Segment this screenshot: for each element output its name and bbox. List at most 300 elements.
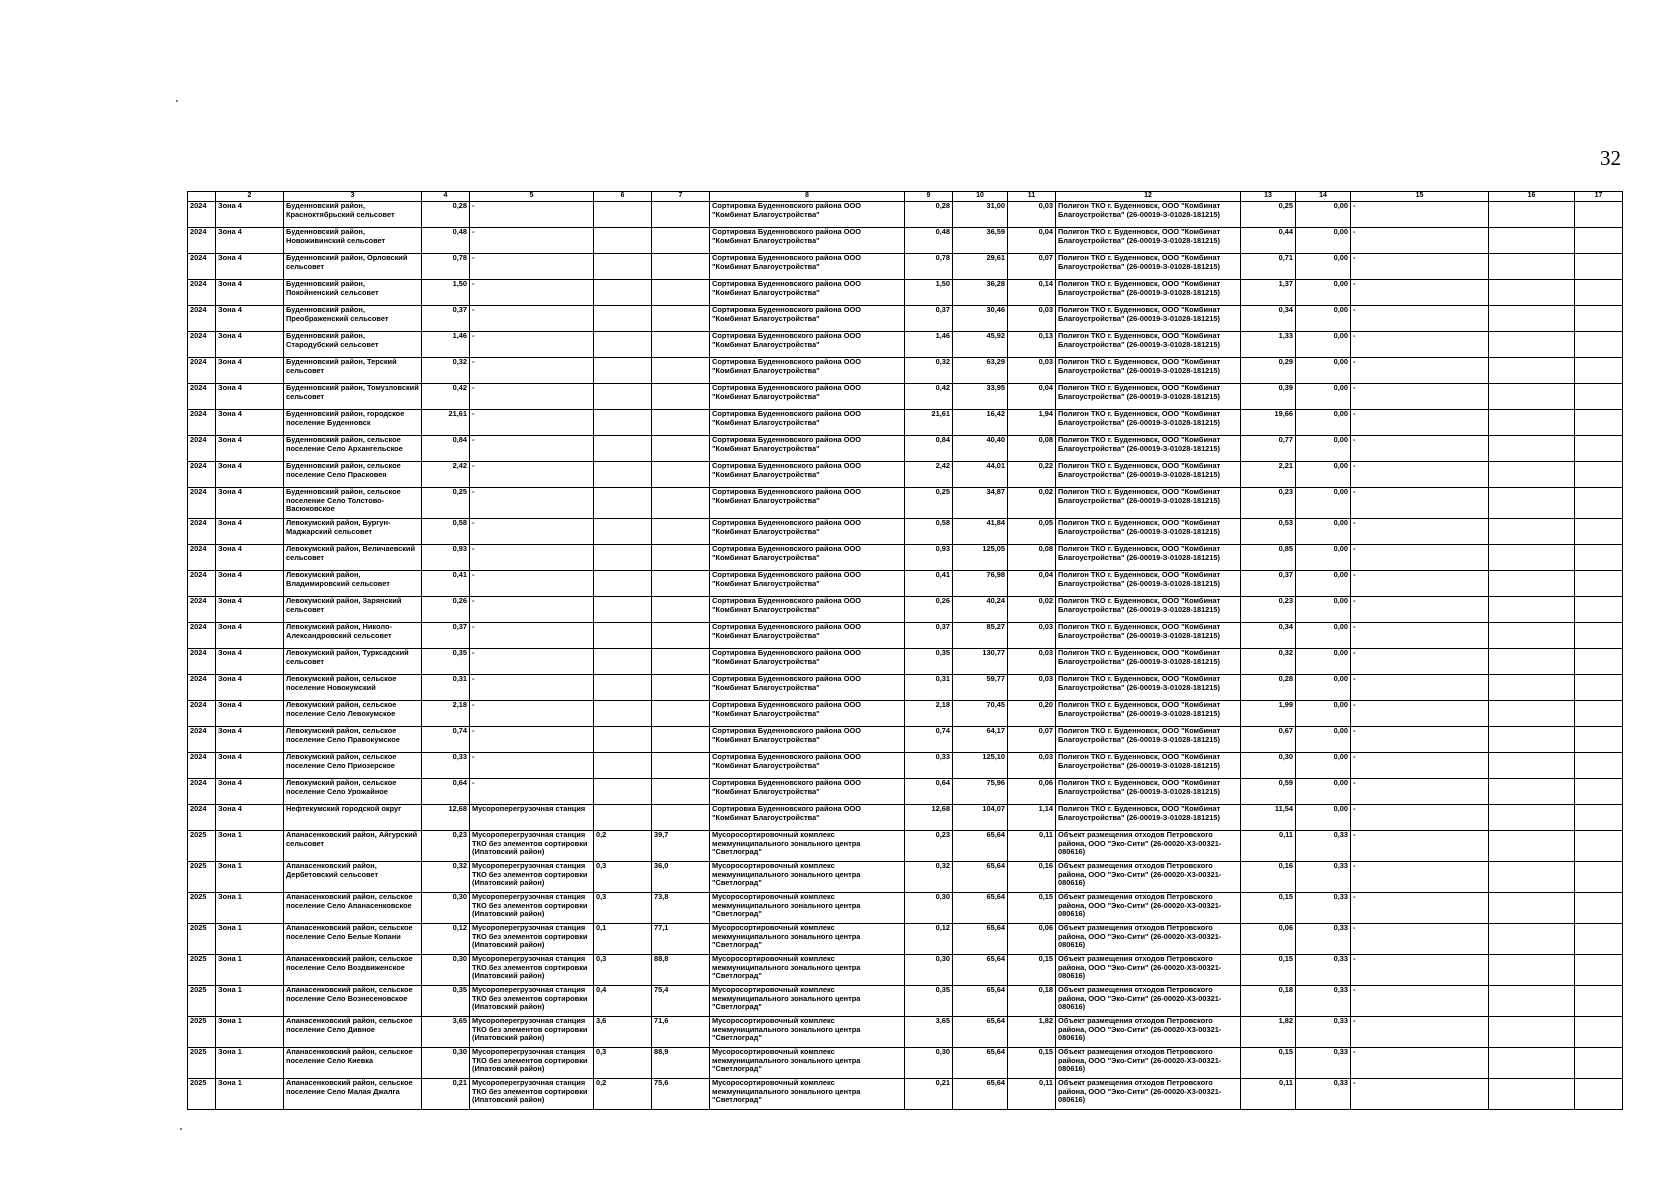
cell-col-15: - xyxy=(1351,893,1489,924)
cell-col-1: 2024 xyxy=(188,753,216,779)
cell-col-4: 0,37 xyxy=(422,306,470,332)
cell-col-13: 0,59 xyxy=(1241,779,1296,805)
cell-col-16 xyxy=(1489,488,1575,519)
cell-col-1: 2024 xyxy=(188,332,216,358)
cell-col-1: 2024 xyxy=(188,228,216,254)
cell-col-3: Нефтекумский городской округ xyxy=(284,805,422,831)
cell-col-16 xyxy=(1489,462,1575,488)
cell-col-10: 125,10 xyxy=(953,753,1008,779)
table-row xyxy=(188,597,1623,623)
cell-col-5: Мусороперегрузочная станция ТКО без элементов сортировки (Ипатовский район) xyxy=(470,831,594,862)
cell-col-2: Зона 4 xyxy=(216,519,284,545)
cell-col-9: 0,32 xyxy=(905,358,953,384)
table-row xyxy=(188,254,1623,280)
cell-col-17 xyxy=(1575,701,1623,727)
cell-col-1: 2024 xyxy=(188,805,216,831)
cell-col-11: 0,03 xyxy=(1008,675,1056,701)
cell-col-8: Мусоросортировочный комплекс межмуниципального зонального центра "Светлоград" xyxy=(710,1048,905,1079)
table-row xyxy=(188,779,1623,805)
cell-col-10: 30,46 xyxy=(953,306,1008,332)
cell-col-3: Апанасенковский район, сельское поселение Село Малая Джалга xyxy=(284,1079,422,1110)
cell-col-15: - xyxy=(1351,1048,1489,1079)
cell-col-12: Полигон ТКО г. Буденновск, ООО "Комбинат Благоустройства" (26-00019-З-01028-181215) xyxy=(1056,727,1241,753)
cell-col-16 xyxy=(1489,597,1575,623)
cell-col-6: 0,2 xyxy=(594,831,652,862)
cell-col-12: Полигон ТКО г. Буденновск, ООО "Комбинат Благоустройства" (26-00019-З-01028-181215) xyxy=(1056,675,1241,701)
cell-col-2: Зона 1 xyxy=(216,862,284,893)
cell-col-7 xyxy=(652,545,710,571)
cell-col-5: - xyxy=(470,306,594,332)
cell-col-4: 3,65 xyxy=(422,1017,470,1048)
cell-col-3: Буденновский район, городское поселение Буденновск xyxy=(284,410,422,436)
cell-col-9: 0,28 xyxy=(905,202,953,228)
cell-col-12: Полигон ТКО г. Буденновск, ООО "Комбинат Благоустройства" (26-00019-З-01028-181215) xyxy=(1056,306,1241,332)
cell-col-8: Мусоросортировочный комплекс межмуниципального зонального центра "Светлоград" xyxy=(710,831,905,862)
cell-col-17 xyxy=(1575,488,1623,519)
cell-col-3: Буденновский район, Томузловский сельсовет xyxy=(284,384,422,410)
cell-col-6 xyxy=(594,488,652,519)
cell-col-4: 0,28 xyxy=(422,202,470,228)
cell-col-10: 41,84 xyxy=(953,519,1008,545)
cell-col-14: 0,00 xyxy=(1296,545,1351,571)
cell-col-9: 0,58 xyxy=(905,519,953,545)
cell-col-16 xyxy=(1489,701,1575,727)
cell-col-5: - xyxy=(470,675,594,701)
cell-col-5: - xyxy=(470,436,594,462)
cell-col-6 xyxy=(594,384,652,410)
cell-col-3: Буденновский район, сельское поселение Село Архангельское xyxy=(284,436,422,462)
cell-col-15: - xyxy=(1351,384,1489,410)
cell-col-3: Апанасенковский район, Дербетовский сельсовет xyxy=(284,862,422,893)
cell-col-11: 1,82 xyxy=(1008,1017,1056,1048)
cell-col-16 xyxy=(1489,986,1575,1017)
cell-col-5: - xyxy=(470,202,594,228)
cell-col-8: Сортировка Буденновского района ООО "Комбинат Благоустройства" xyxy=(710,727,905,753)
cell-col-5: - xyxy=(470,280,594,306)
cell-col-6 xyxy=(594,571,652,597)
cell-col-17 xyxy=(1575,675,1623,701)
cell-col-4: 0,30 xyxy=(422,893,470,924)
cell-col-12: Полигон ТКО г. Буденновск, ООО "Комбинат Благоустройства" (26-00019-З-01028-181215) xyxy=(1056,332,1241,358)
cell-col-15: - xyxy=(1351,519,1489,545)
cell-col-14: 0,33 xyxy=(1296,831,1351,862)
table-row xyxy=(188,332,1623,358)
cell-col-2: Зона 4 xyxy=(216,571,284,597)
cell-col-7: 36,0 xyxy=(652,862,710,893)
cell-col-7: 88,8 xyxy=(652,955,710,986)
cell-col-2: Зона 4 xyxy=(216,545,284,571)
cell-col-3: Апанасенковский район, сельское поселение Село Апанасенковское xyxy=(284,893,422,924)
cell-col-1: 2024 xyxy=(188,462,216,488)
cell-col-11: 0,08 xyxy=(1008,545,1056,571)
cell-col-17 xyxy=(1575,924,1623,955)
cell-col-6 xyxy=(594,623,652,649)
cell-col-6 xyxy=(594,519,652,545)
cell-col-13: 0,29 xyxy=(1241,358,1296,384)
cell-col-15: - xyxy=(1351,831,1489,862)
cell-col-1: 2025 xyxy=(188,831,216,862)
cell-col-10: 36,59 xyxy=(953,228,1008,254)
cell-col-8: Сортировка Буденновского района ООО "Комбинат Благоустройства" xyxy=(710,597,905,623)
cell-col-7 xyxy=(652,701,710,727)
cell-col-7 xyxy=(652,805,710,831)
cell-col-2: Зона 4 xyxy=(216,332,284,358)
cell-col-11: 0,11 xyxy=(1008,831,1056,862)
cell-col-11: 0,20 xyxy=(1008,701,1056,727)
cell-col-17 xyxy=(1575,1017,1623,1048)
cell-col-2: Зона 1 xyxy=(216,1048,284,1079)
cell-col-8: Мусоросортировочный комплекс межмуниципального зонального центра "Светлоград" xyxy=(710,955,905,986)
cell-col-2: Зона 4 xyxy=(216,410,284,436)
cell-col-11: 0,15 xyxy=(1008,955,1056,986)
cell-col-13: 1,37 xyxy=(1241,280,1296,306)
cell-col-12: Полигон ТКО г. Буденновск, ООО "Комбинат Благоустройства" (26-00019-З-01028-181215) xyxy=(1056,805,1241,831)
cell-col-1: 2025 xyxy=(188,1079,216,1110)
cell-col-9: 0,78 xyxy=(905,254,953,280)
cell-col-4: 0,30 xyxy=(422,1048,470,1079)
cell-col-14: 0,33 xyxy=(1296,862,1351,893)
cell-col-17 xyxy=(1575,1048,1623,1079)
cell-col-14: 0,00 xyxy=(1296,649,1351,675)
cell-col-3: Буденновский район, сельское поселение Село Прасковея xyxy=(284,462,422,488)
cell-col-14: 0,00 xyxy=(1296,228,1351,254)
cell-col-2: Зона 4 xyxy=(216,254,284,280)
cell-col-1: 2025 xyxy=(188,1017,216,1048)
cell-col-4: 0,84 xyxy=(422,436,470,462)
cell-col-10: 45,92 xyxy=(953,332,1008,358)
cell-col-12: Полигон ТКО г. Буденновск, ООО "Комбинат Благоустройства" (26-00019-З-01028-181215) xyxy=(1056,701,1241,727)
table-body xyxy=(188,202,1623,1110)
cell-col-9: 0,30 xyxy=(905,1048,953,1079)
cell-col-6 xyxy=(594,779,652,805)
cell-col-6 xyxy=(594,675,652,701)
cell-col-14: 0,00 xyxy=(1296,358,1351,384)
cell-col-11: 0,16 xyxy=(1008,862,1056,893)
cell-col-11: 0,04 xyxy=(1008,571,1056,597)
cell-col-1: 2025 xyxy=(188,1048,216,1079)
cell-col-16 xyxy=(1489,831,1575,862)
cell-col-2: Зона 1 xyxy=(216,986,284,1017)
cell-col-10: 65,64 xyxy=(953,955,1008,986)
cell-col-15: - xyxy=(1351,202,1489,228)
cell-col-7 xyxy=(652,753,710,779)
cell-col-6 xyxy=(594,280,652,306)
cell-col-9: 0,23 xyxy=(905,831,953,862)
cell-col-8: Сортировка Буденновского района ООО "Комбинат Благоустройства" xyxy=(710,436,905,462)
cell-col-15: - xyxy=(1351,306,1489,332)
cell-col-10: 65,64 xyxy=(953,986,1008,1017)
table-row xyxy=(188,519,1623,545)
cell-col-5: - xyxy=(470,384,594,410)
cell-col-1: 2024 xyxy=(188,488,216,519)
table-row xyxy=(188,753,1623,779)
cell-col-7 xyxy=(652,436,710,462)
table-row xyxy=(188,488,1623,519)
cell-col-1: 2024 xyxy=(188,571,216,597)
cell-col-16 xyxy=(1489,1048,1575,1079)
cell-col-15: - xyxy=(1351,701,1489,727)
cell-col-17 xyxy=(1575,1079,1623,1110)
cell-col-4: 0,48 xyxy=(422,228,470,254)
cell-col-3: Апанасенковский район, Айгурский сельсовет xyxy=(284,831,422,862)
cell-col-7: 88,9 xyxy=(652,1048,710,1079)
cell-col-12: Объект размещения отходов Петровского района, ООО "Эко-Сити" (26-00020-Х3-00321-080616) xyxy=(1056,1017,1241,1048)
cell-col-13: 0,15 xyxy=(1241,955,1296,986)
cell-col-16 xyxy=(1489,955,1575,986)
cell-col-15: - xyxy=(1351,462,1489,488)
cell-col-13: 0,34 xyxy=(1241,623,1296,649)
cell-col-6: 0,1 xyxy=(594,924,652,955)
cell-col-14: 0,00 xyxy=(1296,597,1351,623)
cell-col-10: 65,64 xyxy=(953,1017,1008,1048)
cell-col-4: 0,78 xyxy=(422,254,470,280)
cell-col-10: 65,64 xyxy=(953,1048,1008,1079)
cell-col-9: 0,42 xyxy=(905,384,953,410)
cell-col-13: 0,77 xyxy=(1241,436,1296,462)
cell-col-3: Левокумский район, Николо-Александровский сельсовет xyxy=(284,623,422,649)
cell-col-13: 0,15 xyxy=(1241,893,1296,924)
column-number-8: 8 xyxy=(710,192,905,202)
cell-col-1: 2024 xyxy=(188,358,216,384)
cell-col-1: 2024 xyxy=(188,675,216,701)
cell-col-8: Мусоросортировочный комплекс межмуниципального зонального центра "Светлоград" xyxy=(710,1017,905,1048)
cell-col-17 xyxy=(1575,893,1623,924)
cell-col-4: 0,93 xyxy=(422,545,470,571)
cell-col-4: 0,21 xyxy=(422,1079,470,1110)
cell-col-2: Зона 4 xyxy=(216,384,284,410)
cell-col-6 xyxy=(594,649,652,675)
cell-col-2: Зона 4 xyxy=(216,597,284,623)
data-table xyxy=(187,191,1623,1110)
cell-col-3: Левокумский район, сельское поселение Новокумский xyxy=(284,675,422,701)
cell-col-14: 0,00 xyxy=(1296,306,1351,332)
cell-col-15: - xyxy=(1351,545,1489,571)
cell-col-5: - xyxy=(470,332,594,358)
cell-col-13: 0,16 xyxy=(1241,862,1296,893)
cell-col-13: 0,11 xyxy=(1241,831,1296,862)
cell-col-3: Апанасенковский район, сельское поселение Село Киевка xyxy=(284,1048,422,1079)
cell-col-7 xyxy=(652,358,710,384)
cell-col-11: 1,94 xyxy=(1008,410,1056,436)
cell-col-7 xyxy=(652,675,710,701)
cell-col-8: Сортировка Буденновского района ООО "Комбинат Благоустройства" xyxy=(710,462,905,488)
cell-col-9: 21,61 xyxy=(905,410,953,436)
cell-col-16 xyxy=(1489,862,1575,893)
cell-col-13: 2,21 xyxy=(1241,462,1296,488)
cell-col-16 xyxy=(1489,306,1575,332)
cell-col-10: 130,77 xyxy=(953,649,1008,675)
cell-col-12: Полигон ТКО г. Буденновск, ООО "Комбинат Благоустройства" (26-00019-З-01028-181215) xyxy=(1056,280,1241,306)
cell-col-15: - xyxy=(1351,332,1489,358)
cell-col-9: 2,42 xyxy=(905,462,953,488)
cell-col-3: Буденновский район, Преображенский сельсовет xyxy=(284,306,422,332)
cell-col-8: Сортировка Буденновского района ООО "Комбинат Благоустройства" xyxy=(710,675,905,701)
table-row xyxy=(188,727,1623,753)
cell-col-11: 0,07 xyxy=(1008,727,1056,753)
cell-col-14: 0,00 xyxy=(1296,436,1351,462)
cell-col-12: Полигон ТКО г. Буденновск, ООО "Комбинат Благоустройства" (26-00019-З-01028-181215) xyxy=(1056,779,1241,805)
cell-col-4: 0,26 xyxy=(422,597,470,623)
cell-col-16 xyxy=(1489,924,1575,955)
cell-col-4: 0,32 xyxy=(422,358,470,384)
cell-col-4: 0,12 xyxy=(422,924,470,955)
cell-col-6 xyxy=(594,462,652,488)
cell-col-14: 0,00 xyxy=(1296,519,1351,545)
cell-col-5: Мусороперегрузочная станция ТКО без элементов сортировки (Ипатовский район) xyxy=(470,924,594,955)
cell-col-1: 2024 xyxy=(188,410,216,436)
cell-col-3: Апанасенковский район, сельское поселение Село Воздвиженское xyxy=(284,955,422,986)
cell-col-13: 0,28 xyxy=(1241,675,1296,701)
table-row xyxy=(188,862,1623,893)
cell-col-3: Левокумский район, Зарянский сельсовет xyxy=(284,597,422,623)
cell-col-7 xyxy=(652,306,710,332)
cell-col-13: 1,99 xyxy=(1241,701,1296,727)
table-row xyxy=(188,955,1623,986)
cell-col-17 xyxy=(1575,202,1623,228)
cell-col-15: - xyxy=(1351,862,1489,893)
cell-col-12: Полигон ТКО г. Буденновск, ООО "Комбинат Благоустройства" (26-00019-З-01028-181215) xyxy=(1056,649,1241,675)
cell-col-12: Полигон ТКО г. Буденновск, ООО "Комбинат Благоустройства" (26-00019-З-01028-181215) xyxy=(1056,571,1241,597)
cell-col-8: Сортировка Буденновского района ООО "Комбинат Благоустройства" xyxy=(710,228,905,254)
cell-col-15: - xyxy=(1351,228,1489,254)
cell-col-10: 104,07 xyxy=(953,805,1008,831)
cell-col-5: - xyxy=(470,753,594,779)
cell-col-3: Левокумский район, сельское поселение Село Урожайное xyxy=(284,779,422,805)
cell-col-3: Апанасенковский район, сельское поселение Село Вознесеновское xyxy=(284,986,422,1017)
column-number-13: 13 xyxy=(1241,192,1296,202)
table-row xyxy=(188,649,1623,675)
table-row xyxy=(188,462,1623,488)
cell-col-10: 33,95 xyxy=(953,384,1008,410)
cell-col-16 xyxy=(1489,753,1575,779)
cell-col-12: Объект размещения отходов Петровского района, ООО "Эко-Сити" (26-00020-Х3-00321-080616) xyxy=(1056,831,1241,862)
cell-col-5: Мусороперегрузочная станция ТКО без элементов сортировки (Ипатовский район) xyxy=(470,955,594,986)
cell-col-10: 65,64 xyxy=(953,893,1008,924)
cell-col-6 xyxy=(594,805,652,831)
table-row xyxy=(188,986,1623,1017)
cell-col-6 xyxy=(594,358,652,384)
cell-col-6: 0,3 xyxy=(594,862,652,893)
column-number-10: 10 xyxy=(953,192,1008,202)
cell-col-14: 0,00 xyxy=(1296,410,1351,436)
cell-col-2: Зона 1 xyxy=(216,893,284,924)
cell-col-16 xyxy=(1489,545,1575,571)
cell-col-5: - xyxy=(470,779,594,805)
table-row xyxy=(188,384,1623,410)
cell-col-14: 0,33 xyxy=(1296,1017,1351,1048)
cell-col-7 xyxy=(652,519,710,545)
cell-col-5: - xyxy=(470,462,594,488)
cell-col-12: Объект размещения отходов Петровского района, ООО "Эко-Сити" (26-00020-Х3-00321-080616) xyxy=(1056,862,1241,893)
cell-col-9: 0,74 xyxy=(905,727,953,753)
cell-col-13: 0,53 xyxy=(1241,519,1296,545)
cell-col-11: 0,18 xyxy=(1008,986,1056,1017)
cell-col-16 xyxy=(1489,675,1575,701)
column-number-3: 3 xyxy=(284,192,422,202)
cell-col-2: Зона 4 xyxy=(216,753,284,779)
cell-col-4: 0,35 xyxy=(422,649,470,675)
cell-col-3: Апанасенковский район, сельское поселение Село Белые Копани xyxy=(284,924,422,955)
cell-col-2: Зона 4 xyxy=(216,436,284,462)
cell-col-5: Мусороперегрузочная станция xyxy=(470,805,594,831)
cell-col-15: - xyxy=(1351,779,1489,805)
cell-col-17 xyxy=(1575,805,1623,831)
cell-col-9: 0,32 xyxy=(905,862,953,893)
table-row xyxy=(188,228,1623,254)
cell-col-11: 0,11 xyxy=(1008,1079,1056,1110)
cell-col-13: 0,25 xyxy=(1241,202,1296,228)
cell-col-11: 0,03 xyxy=(1008,202,1056,228)
cell-col-10: 44,01 xyxy=(953,462,1008,488)
cell-col-11: 0,15 xyxy=(1008,1048,1056,1079)
cell-col-7 xyxy=(652,254,710,280)
cell-col-1: 2025 xyxy=(188,986,216,1017)
cell-col-13: 0,37 xyxy=(1241,571,1296,597)
cell-col-16 xyxy=(1489,228,1575,254)
cell-col-14: 0,00 xyxy=(1296,254,1351,280)
cell-col-5: Мусороперегрузочная станция ТКО без элементов сортировки (Ипатовский район) xyxy=(470,986,594,1017)
cell-col-12: Полигон ТКО г. Буденновск, ООО "Комбинат Благоустройства" (26-00019-З-01028-181215) xyxy=(1056,384,1241,410)
cell-col-11: 0,04 xyxy=(1008,384,1056,410)
cell-col-12: Полигон ТКО г. Буденновск, ООО "Комбинат Благоустройства" (26-00019-З-01028-181215) xyxy=(1056,488,1241,519)
cell-col-14: 0,00 xyxy=(1296,488,1351,519)
cell-col-6: 0,3 xyxy=(594,893,652,924)
cell-col-11: 0,04 xyxy=(1008,228,1056,254)
cell-col-12: Объект размещения отходов Петровского района, ООО "Эко-Сити" (26-00020-Х3-00321-080616) xyxy=(1056,924,1241,955)
cell-col-13: 1,33 xyxy=(1241,332,1296,358)
cell-col-4: 0,30 xyxy=(422,955,470,986)
page-number: 32 xyxy=(1600,146,1621,170)
cell-col-4: 12,68 xyxy=(422,805,470,831)
cell-col-17 xyxy=(1575,623,1623,649)
cell-col-15: - xyxy=(1351,571,1489,597)
cell-col-17 xyxy=(1575,597,1623,623)
cell-col-6 xyxy=(594,753,652,779)
cell-col-11: 0,03 xyxy=(1008,306,1056,332)
cell-col-16 xyxy=(1489,623,1575,649)
cell-col-12: Полигон ТКО г. Буденновск, ООО "Комбинат Благоустройства" (26-00019-З-01028-181215) xyxy=(1056,436,1241,462)
cell-col-4: 0,58 xyxy=(422,519,470,545)
cell-col-3: Буденновский район, Красноктябрьский сельсовет xyxy=(284,202,422,228)
cell-col-13: 0,15 xyxy=(1241,1048,1296,1079)
cell-col-15: - xyxy=(1351,1079,1489,1110)
cell-col-9: 0,35 xyxy=(905,986,953,1017)
cell-col-2: Зона 4 xyxy=(216,202,284,228)
cell-col-10: 75,96 xyxy=(953,779,1008,805)
cell-col-7 xyxy=(652,779,710,805)
cell-col-15: - xyxy=(1351,805,1489,831)
cell-col-14: 0,00 xyxy=(1296,675,1351,701)
cell-col-2: Зона 4 xyxy=(216,228,284,254)
cell-col-9: 0,30 xyxy=(905,893,953,924)
cell-col-6 xyxy=(594,410,652,436)
cell-col-5: Мусороперегрузочная станция ТКО без элементов сортировки (Ипатовский район) xyxy=(470,862,594,893)
cell-col-12: Полигон ТКО г. Буденновск, ООО "Комбинат Благоустройства" (26-00019-З-01028-181215) xyxy=(1056,202,1241,228)
table-row xyxy=(188,831,1623,862)
cell-col-13: 0,85 xyxy=(1241,545,1296,571)
cell-col-15: - xyxy=(1351,753,1489,779)
cell-col-17 xyxy=(1575,753,1623,779)
cell-col-1: 2024 xyxy=(188,519,216,545)
cell-col-15: - xyxy=(1351,436,1489,462)
cell-col-9: 0,35 xyxy=(905,649,953,675)
cell-col-6 xyxy=(594,727,652,753)
cell-col-3: Апанасенковский район, сельское поселение Село Дивное xyxy=(284,1017,422,1048)
cell-col-15: - xyxy=(1351,488,1489,519)
cell-col-15: - xyxy=(1351,623,1489,649)
cell-col-3: Буденновский район, Стародубский сельсовет xyxy=(284,332,422,358)
cell-col-15: - xyxy=(1351,280,1489,306)
